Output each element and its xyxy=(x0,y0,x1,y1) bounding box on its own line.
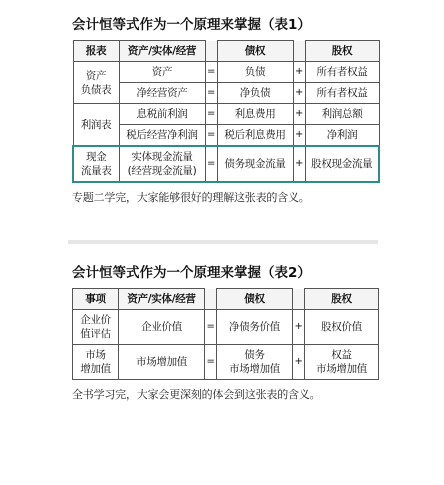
cell: 所有者权益 xyxy=(305,62,379,83)
table-row xyxy=(73,62,379,83)
cell: 利润总额 xyxy=(305,104,379,125)
cell: 实体现金流量 (经营现金流量) xyxy=(119,146,205,182)
header-cell: 债权 xyxy=(217,41,293,62)
equals-sign: = xyxy=(205,125,217,147)
cell: 债务 市场增加值 xyxy=(217,345,293,380)
header-cell xyxy=(293,289,305,310)
plus-sign: + xyxy=(293,146,305,182)
equals-sign: = xyxy=(205,310,217,345)
table-header-row xyxy=(73,289,379,310)
highlighted-row xyxy=(73,146,379,182)
cell: 股权价值 xyxy=(305,310,379,345)
row-label: 企业价 值评估 xyxy=(73,310,119,345)
equals-sign: = xyxy=(205,345,217,380)
cell: 市场增加值 xyxy=(119,345,205,380)
table-row xyxy=(73,104,379,125)
section-title: 会计恒等式作为一个原理来掌握（表1） xyxy=(72,17,311,33)
table-row xyxy=(73,310,379,345)
section-title: 会计恒等式作为一个原理来掌握（表2） xyxy=(72,265,311,281)
equals-sign: = xyxy=(205,104,217,125)
section-divider xyxy=(68,240,378,244)
cell: 债务现金流量 xyxy=(217,146,293,182)
table-header-row xyxy=(73,41,379,62)
header-cell: 股权 xyxy=(305,41,379,62)
row-label: 现金 流量表 xyxy=(73,146,119,182)
header-cell xyxy=(205,41,217,62)
cell: 净经营资产 xyxy=(119,83,205,104)
cell: 所有者权益 xyxy=(305,83,379,104)
header-cell: 资产/实体/经营 xyxy=(119,289,205,310)
plus-sign: + xyxy=(293,345,305,380)
cell: 负债 xyxy=(217,62,293,83)
cell: 净利润 xyxy=(305,125,379,147)
plus-sign: + xyxy=(293,83,305,104)
cell: 资产 xyxy=(119,62,205,83)
header-cell xyxy=(293,41,305,62)
row-label: 资产 负债表 xyxy=(73,62,119,104)
cell: 利息费用 xyxy=(217,104,293,125)
cell: 税后利息费用 xyxy=(217,125,293,147)
caption-text: 专题二学完，大家能够很好的理解这张表的含义。 xyxy=(72,191,310,204)
header-cell: 事项 xyxy=(73,289,119,310)
identity-table-2 xyxy=(72,288,379,380)
table-row xyxy=(73,345,379,380)
header-cell: 债权 xyxy=(217,289,293,310)
cell: 净负债 xyxy=(217,83,293,104)
caption-text: 全书学习完，大家会更深刻的体会到这张表的含义。 xyxy=(72,388,321,401)
equals-sign: = xyxy=(205,62,217,83)
cell: 息税前利润 xyxy=(119,104,205,125)
identity-table-1 xyxy=(72,40,380,183)
equals-sign: = xyxy=(205,83,217,104)
section-table-2 xyxy=(68,258,380,402)
plus-sign: + xyxy=(293,62,305,83)
cell: 企业价值 xyxy=(119,310,205,345)
header-cell xyxy=(205,289,217,310)
header-cell: 资产/实体/经营 xyxy=(119,41,205,62)
section-table-1 xyxy=(68,10,380,205)
cell: 税后经营净利润 xyxy=(119,125,205,147)
cell: 净债务价值 xyxy=(217,310,293,345)
row-label: 利润表 xyxy=(73,104,119,147)
cell: 股权现金流量 xyxy=(305,146,379,182)
table-row xyxy=(73,83,379,104)
table-row xyxy=(73,125,379,147)
header-cell: 股权 xyxy=(305,289,379,310)
cell: 权益 市场增加值 xyxy=(305,345,379,380)
plus-sign: + xyxy=(293,310,305,345)
plus-sign: + xyxy=(293,125,305,147)
plus-sign: + xyxy=(293,104,305,125)
row-label: 市场 增加值 xyxy=(73,345,119,380)
equals-sign: = xyxy=(205,146,217,182)
header-cell: 报表 xyxy=(73,41,119,62)
